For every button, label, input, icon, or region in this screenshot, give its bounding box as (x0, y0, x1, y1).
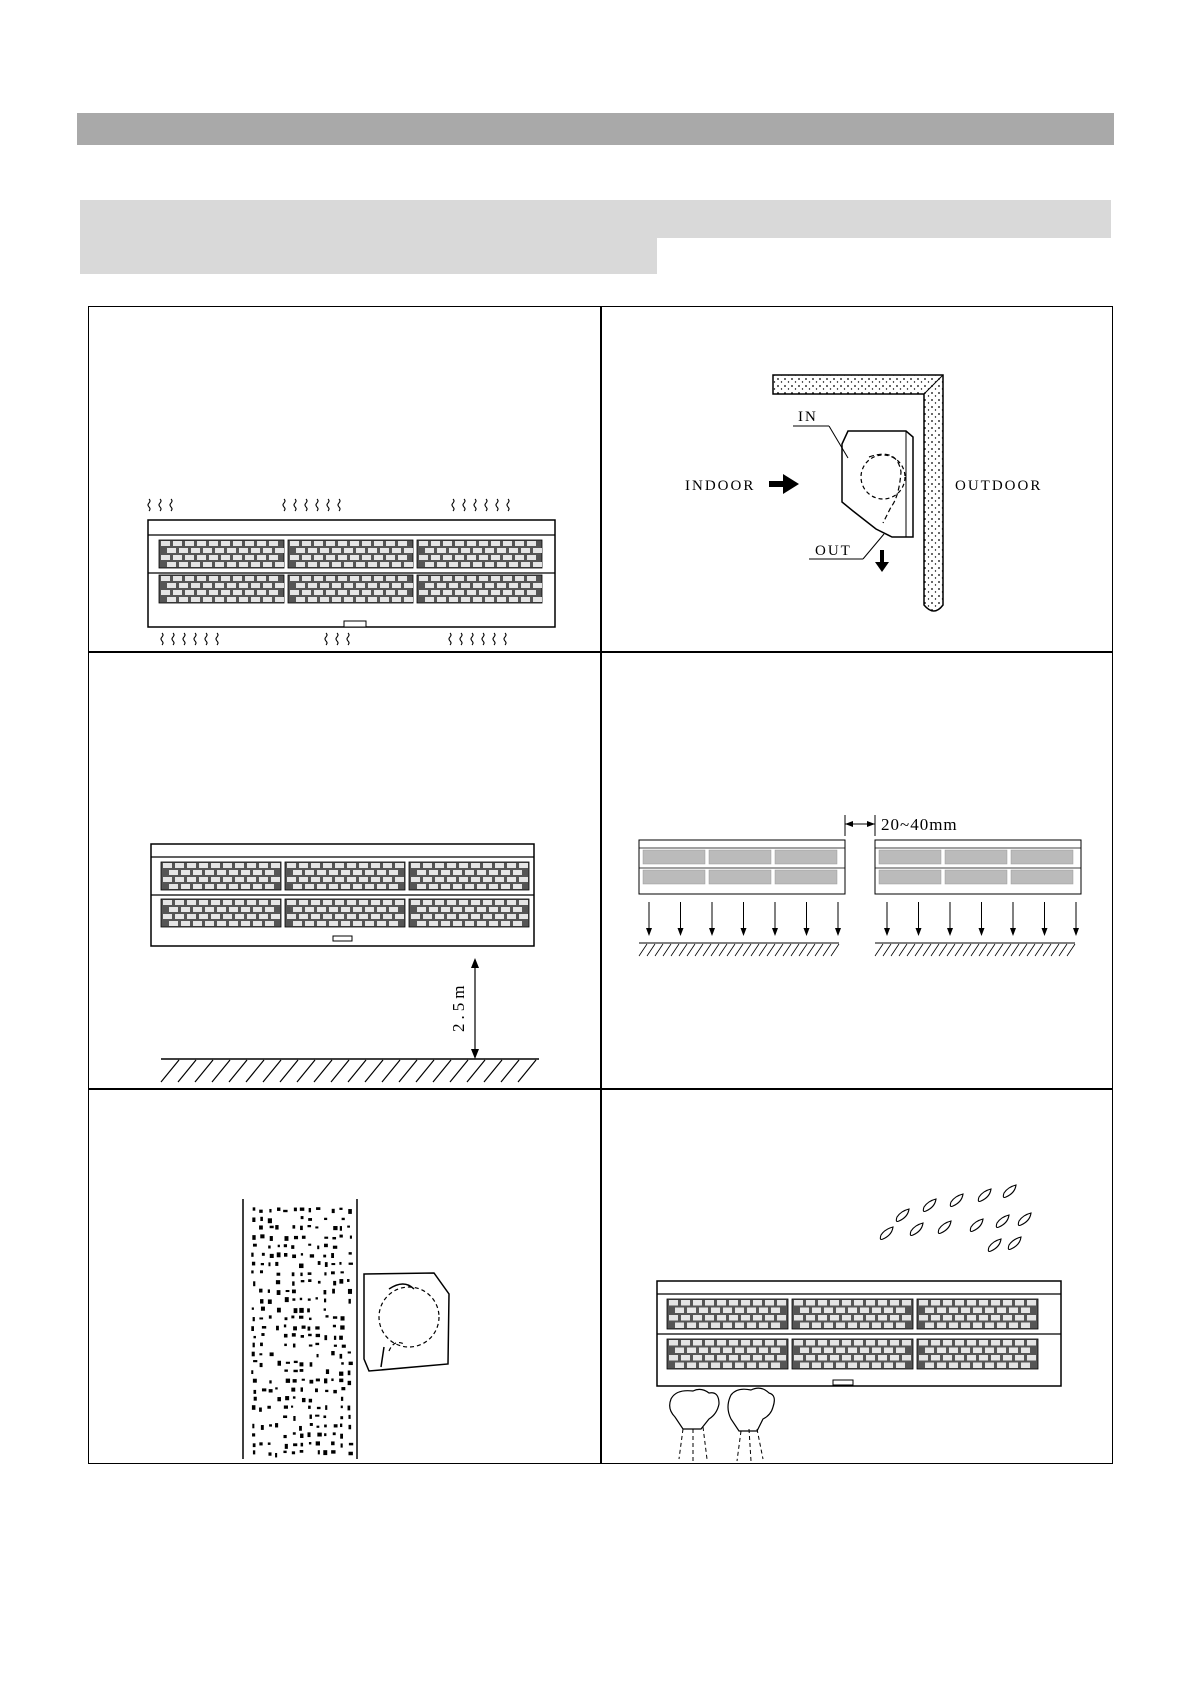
rain-exposure-illustration (601, 1089, 1113, 1464)
installation-figure-grid (88, 306, 1113, 1464)
air-curtain-unit-illustration (89, 307, 600, 651)
figure-airflow-clearance (89, 307, 600, 651)
wall-section-illustration (601, 307, 1113, 651)
outdoor-label: OUTDOOR (955, 478, 1043, 494)
figure-side-by-side-installation (601, 652, 1113, 1088)
side-by-side-illustration (601, 652, 1113, 1088)
height-label: 2.5m (449, 981, 468, 1032)
downward-airflow-arrows (646, 902, 1079, 936)
floor-hatching (639, 944, 1075, 956)
figure-mounting-height (89, 652, 600, 1088)
subheader-bar-continued (80, 238, 657, 274)
section-header-bar (77, 113, 1114, 145)
wall-side-view-illustration (89, 1089, 600, 1464)
figure-wall-mounted-side-view (89, 1089, 600, 1464)
in-label: IN (798, 409, 818, 425)
rain-drops (880, 1185, 1031, 1252)
floor-hatching (161, 1060, 536, 1082)
mounting-height-illustration (89, 652, 600, 1088)
wall-texture (239, 1185, 361, 1457)
subheader-bar (80, 200, 1111, 238)
shrubs-illustration (670, 1388, 775, 1461)
gap-label: 20~40mm (881, 815, 958, 834)
figure-wall-section (601, 307, 1113, 651)
out-label: OUT (815, 543, 852, 559)
indoor-label: INDOOR (685, 478, 756, 494)
figure-outdoor-exposure (601, 1089, 1113, 1464)
